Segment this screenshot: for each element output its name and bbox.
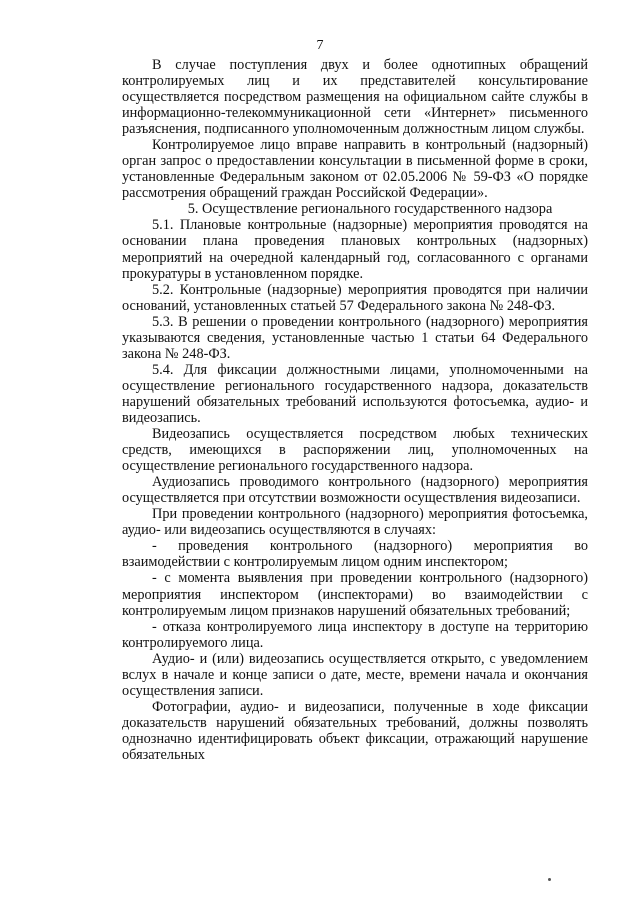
paragraph: 5.4. Для фиксации должностными лицами, уполномоченными на осуществление регионального государственного надзора, доказательств нарушений обязательных требований используются фотосъемка, аудио- и видеозапись.: [122, 361, 588, 426]
paragraph: Аудиозапись проводимого контрольного (надзорного) мероприятия осуществляется при отсутствии возможности осуществления видеозаписи.: [122, 474, 588, 507]
paragraph: Аудио- и (или) видеозапись осуществляется открыто, с уведомлением вслух в начале и конце записи о дате, месте, времени начала и окончания осуществления записи.: [122, 650, 588, 699]
section-heading: 5. Осуществление регионального государственного надзора: [187, 201, 553, 218]
list-item: - проведения контрольного (надзорного) мероприятия во взаимодействии с контролируемым лицом одним инспектором;: [122, 538, 588, 571]
paragraph: 5.3. В решении о проведении контрольного (надзорного) мероприятия указываются сведения, установленные частью 1 статьи 64 Федерального закона № 248-ФЗ.: [122, 313, 588, 362]
paragraph: Фотографии, аудио- и видеозаписи, полученные в ходе фиксации доказательств нарушений обязательных требований, должны позволять однозначно идентифицировать объект фиксации, отражающий нарушение обязательных: [122, 698, 588, 763]
paragraph: 5.2. Контрольные (надзорные) мероприятия проводятся при наличии оснований, установленных статьей 57 Федерального закона № 248-ФЗ.: [122, 281, 588, 314]
paragraph: Контролируемое лицо вправе направить в контрольный (надзорный) орган запрос о предоставлении консультации в письменной форме в сроки, установленные Федеральным законом от 02.05.2006 № 59-ФЗ «О порядке рассмотрения обращений граждан Российской Федерации».: [122, 137, 588, 202]
paragraph: 5.1. Плановые контрольные (надзорные) мероприятия проводятся на основании плана проведения плановых контрольных (надзорных) мероприятий на очередной календарный год, согласованного с органами прокуратуры в установленном порядке.: [122, 217, 588, 282]
document-body: [122, 57, 588, 763]
list-item: - с момента выявления при проведении контрольного (надзорного) мероприятия инспектором (инспекторами) во взаимодействии с контролируемым лицом признаков нарушений обязательных требований;: [122, 570, 588, 619]
scan-speck: [548, 878, 551, 881]
list-item: - отказа контролируемого лица инспектору в доступе на территорию контролируемого лица.: [122, 618, 588, 651]
paragraph: При проведении контрольного (надзорного) мероприятия фотосъемка, аудио- или видеозапись осуществляются в случаях:: [122, 506, 588, 539]
paragraph: В случае поступления двух и более однотипных обращений контролируемых лиц и их представителей консультирование осуществляется посредством размещения на официальном сайте службы в информационно-телекоммуникационной сети «Интернет» письменного разъяснения, подписанного уполномоченным должностным лицом службы.: [122, 57, 588, 138]
paragraph: Видеозапись осуществляется посредством любых технических средств, имеющихся в распоряжении лиц, уполномоченных на осуществление регионального государственного надзора.: [122, 426, 588, 475]
page-number: 7: [316, 38, 324, 53]
